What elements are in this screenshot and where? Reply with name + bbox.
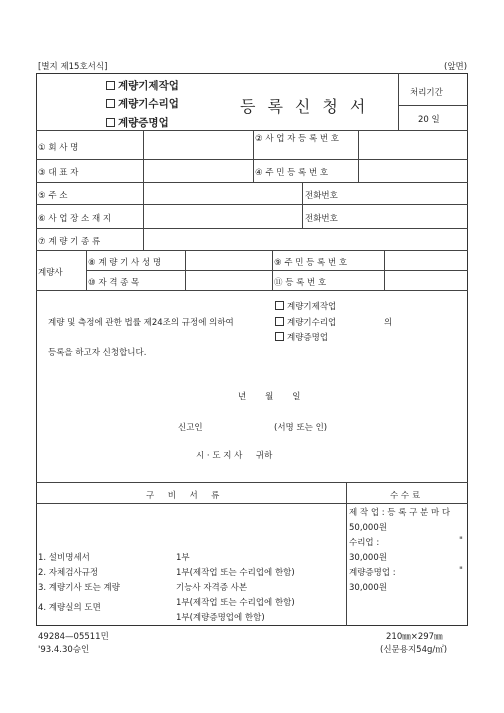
company-name-field[interactable] <box>144 131 253 159</box>
doc-item-2: 2. 자체검사규정 <box>38 568 99 578</box>
company-name-label: ① 회 사 명 <box>38 143 79 153</box>
documents-header: 구 비 서 류 <box>146 491 220 501</box>
checkbox-icon[interactable] <box>275 301 284 310</box>
processing-period-label: 처리기간 <box>410 88 443 98</box>
workplace-field[interactable] <box>144 205 302 228</box>
footer-approval: '93.4.30승인 <box>38 645 90 655</box>
addressee-line: 시 · 도 지 사 귀하 <box>196 451 273 461</box>
option-manufacture: 계량기제작업 <box>275 300 336 312</box>
meter-type-label: ⑦ 계 량 기 종 류 <box>38 237 101 247</box>
biz-reg-no-label: ② 사 업 자 등 록 번 호 <box>255 134 340 144</box>
checkbox-icon[interactable] <box>106 81 115 90</box>
page-side: (앞면) <box>444 62 468 72</box>
checkbox-icon[interactable] <box>106 99 115 108</box>
signature-label: (서명 또는 인) <box>274 423 328 433</box>
kind-certification: 계량증명업 <box>106 115 169 130</box>
statement-line2: 등록을 하고자 신청합니다. <box>48 348 147 358</box>
applicant-label: 신고인 <box>178 423 203 433</box>
doc-note-1: 1부 <box>176 553 190 563</box>
kind-repair: 계량기수리업 <box>106 96 179 111</box>
fee-line-4: 30,000원 <box>349 553 387 563</box>
fee-line-1: 제 작 업 : 등 록 구 분 마 다 <box>349 508 451 518</box>
fee-line-3: 수리업 : <box>349 538 380 548</box>
form-number: [별지 제15호서식] <box>38 62 108 72</box>
technician-group-label: 계량사 <box>38 268 63 278</box>
checkbox-icon[interactable] <box>275 317 284 326</box>
representative-field[interactable] <box>144 160 253 182</box>
fee-ditto-2: " <box>459 566 463 576</box>
footer-paper-type: (신문용지54g/㎡) <box>380 645 448 655</box>
processing-period-value: 20 일 <box>418 115 440 125</box>
doc-note-2: 1부(제작업 또는 수리업에 한함) <box>176 568 295 578</box>
qualification-label: ⑩ 자 격 종 목 <box>88 278 140 288</box>
option-repair: 계량기수리업 <box>275 316 336 328</box>
fee-ditto-1: " <box>459 536 463 546</box>
fee-line-2: 50,000원 <box>349 523 387 533</box>
doc-item-1: 1. 설비명세서 <box>38 553 90 563</box>
checkbox-icon[interactable] <box>275 332 284 341</box>
footer-code: 49284—05511민 <box>38 632 109 642</box>
registration-no-label: ⑪ 등 록 번 호 <box>274 278 327 288</box>
option-certification: 계량증명업 <box>275 331 328 343</box>
doc-note-5: 1부(계량증명업에 한함) <box>176 613 265 623</box>
statement-line1: 계량 및 측정에 관한 법률 제24조의 규정에 의하여 <box>48 318 234 328</box>
date-line: 년 월 일 <box>238 392 301 402</box>
fees-header: 수 수 료 <box>390 491 421 501</box>
phone-label: 전화번호 <box>305 214 338 224</box>
biz-reg-no-field[interactable] <box>359 131 468 159</box>
statement-suffix: 의 <box>384 318 393 328</box>
doc-note-3: 기능사 자격증 사본 <box>176 583 248 593</box>
meter-type-field[interactable] <box>144 229 468 250</box>
phone-label: 전화번호 <box>305 191 338 201</box>
footer-paper-size: 210㎜×297㎜ <box>386 632 443 642</box>
doc-item-3: 3. 계량기사 또는 계량 <box>38 583 120 593</box>
fee-line-6: 30,000원 <box>349 583 387 593</box>
checkbox-icon[interactable] <box>106 118 115 127</box>
tech-name-label: ⑧ 계 량 기 사 성 명 <box>88 258 162 268</box>
doc-note-4: 1부(제작업 또는 수리업에 한함) <box>176 598 295 608</box>
kind-manufacture: 계량기제작업 <box>106 78 179 93</box>
representative-label: ③ 대 표 자 <box>38 168 79 178</box>
form-title: 등록신청서 <box>240 97 378 116</box>
fee-line-5: 계량증명업 : <box>349 568 396 578</box>
doc-item-4: 4. 계량실의 도면 <box>38 603 101 613</box>
resident-no-field[interactable] <box>359 160 468 182</box>
address-field[interactable] <box>144 183 302 204</box>
resident-no-label: ④ 주 민 등 록 번 호 <box>255 168 329 178</box>
address-label: ⑤ 주 소 <box>38 191 68 201</box>
tech-resident-no-label: ⑨ 주 민 등 록 번 호 <box>274 258 348 268</box>
workplace-label: ⑥ 사 업 장 소 재 지 <box>38 214 112 224</box>
